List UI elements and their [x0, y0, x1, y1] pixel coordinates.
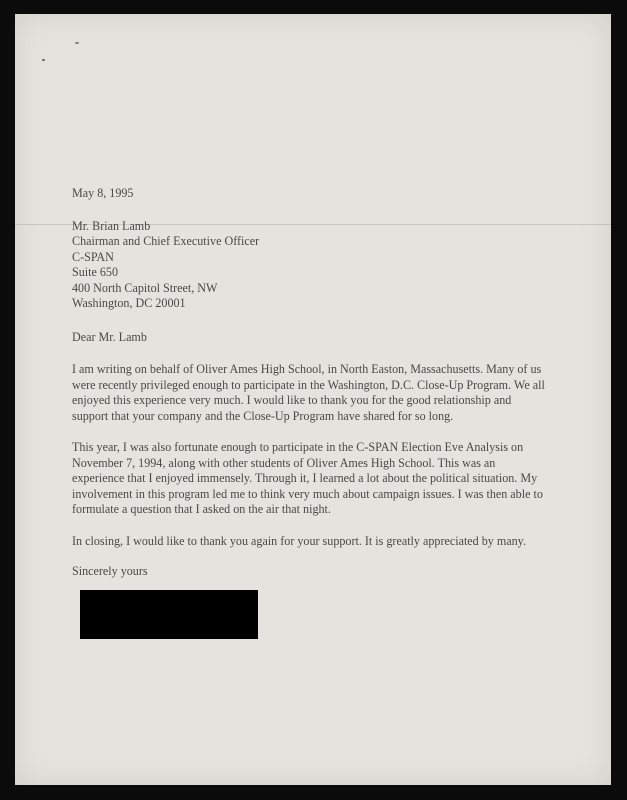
recipient-street: 400 North Capitol Street, NW	[72, 280, 218, 295]
letter-paragraph-3: In closing, I would like to thank you again for your support. It is greatly appreciated by many.	[72, 533, 526, 548]
letter-paragraph-1: I am writing on behalf of Oliver Ames High School, in North Easton, Massachusetts. Many of us were recently privileged enough to participate in the Washington, D.C. Close-Up Program. We all enjoyed this experience very much. I would like to thank you for the good relationship and support that your company and the Close-Up Program have shared for so long.	[72, 362, 545, 423]
letter-body	[72, 186, 550, 580]
paper-speck	[42, 59, 45, 61]
letter-greeting: Dear Mr. Lamb	[72, 329, 147, 344]
recipient-name: Mr. Brian Lamb	[72, 218, 151, 233]
recipient-suite: Suite 650	[72, 265, 119, 279]
recipient-title: Chairman and Chief Executive Officer	[72, 234, 260, 248]
recipient-address-block	[72, 219, 550, 312]
redacted-signature-block	[80, 590, 258, 639]
paper-speck	[75, 42, 79, 44]
recipient-city: Washington, DC 20001	[72, 296, 186, 310]
recipient-organization: C-SPAN	[72, 249, 114, 264]
letter-closing: Sincerely yours	[72, 564, 148, 578]
letter-paragraph-2: This year, I was also fortunate enough to participate in the C-SPAN Election Eve Analysis on November 7, 1994, along with other students of Oliver Ames High School. This was an experience that I enjoyed immensely. Through it, I learned a lot about the political situation. My involvement in this program led me to think very much about campaign issues. I was then able to formulate a question that I asked on the air that night.	[72, 440, 543, 516]
letter-date: May 8, 1995	[72, 186, 134, 200]
